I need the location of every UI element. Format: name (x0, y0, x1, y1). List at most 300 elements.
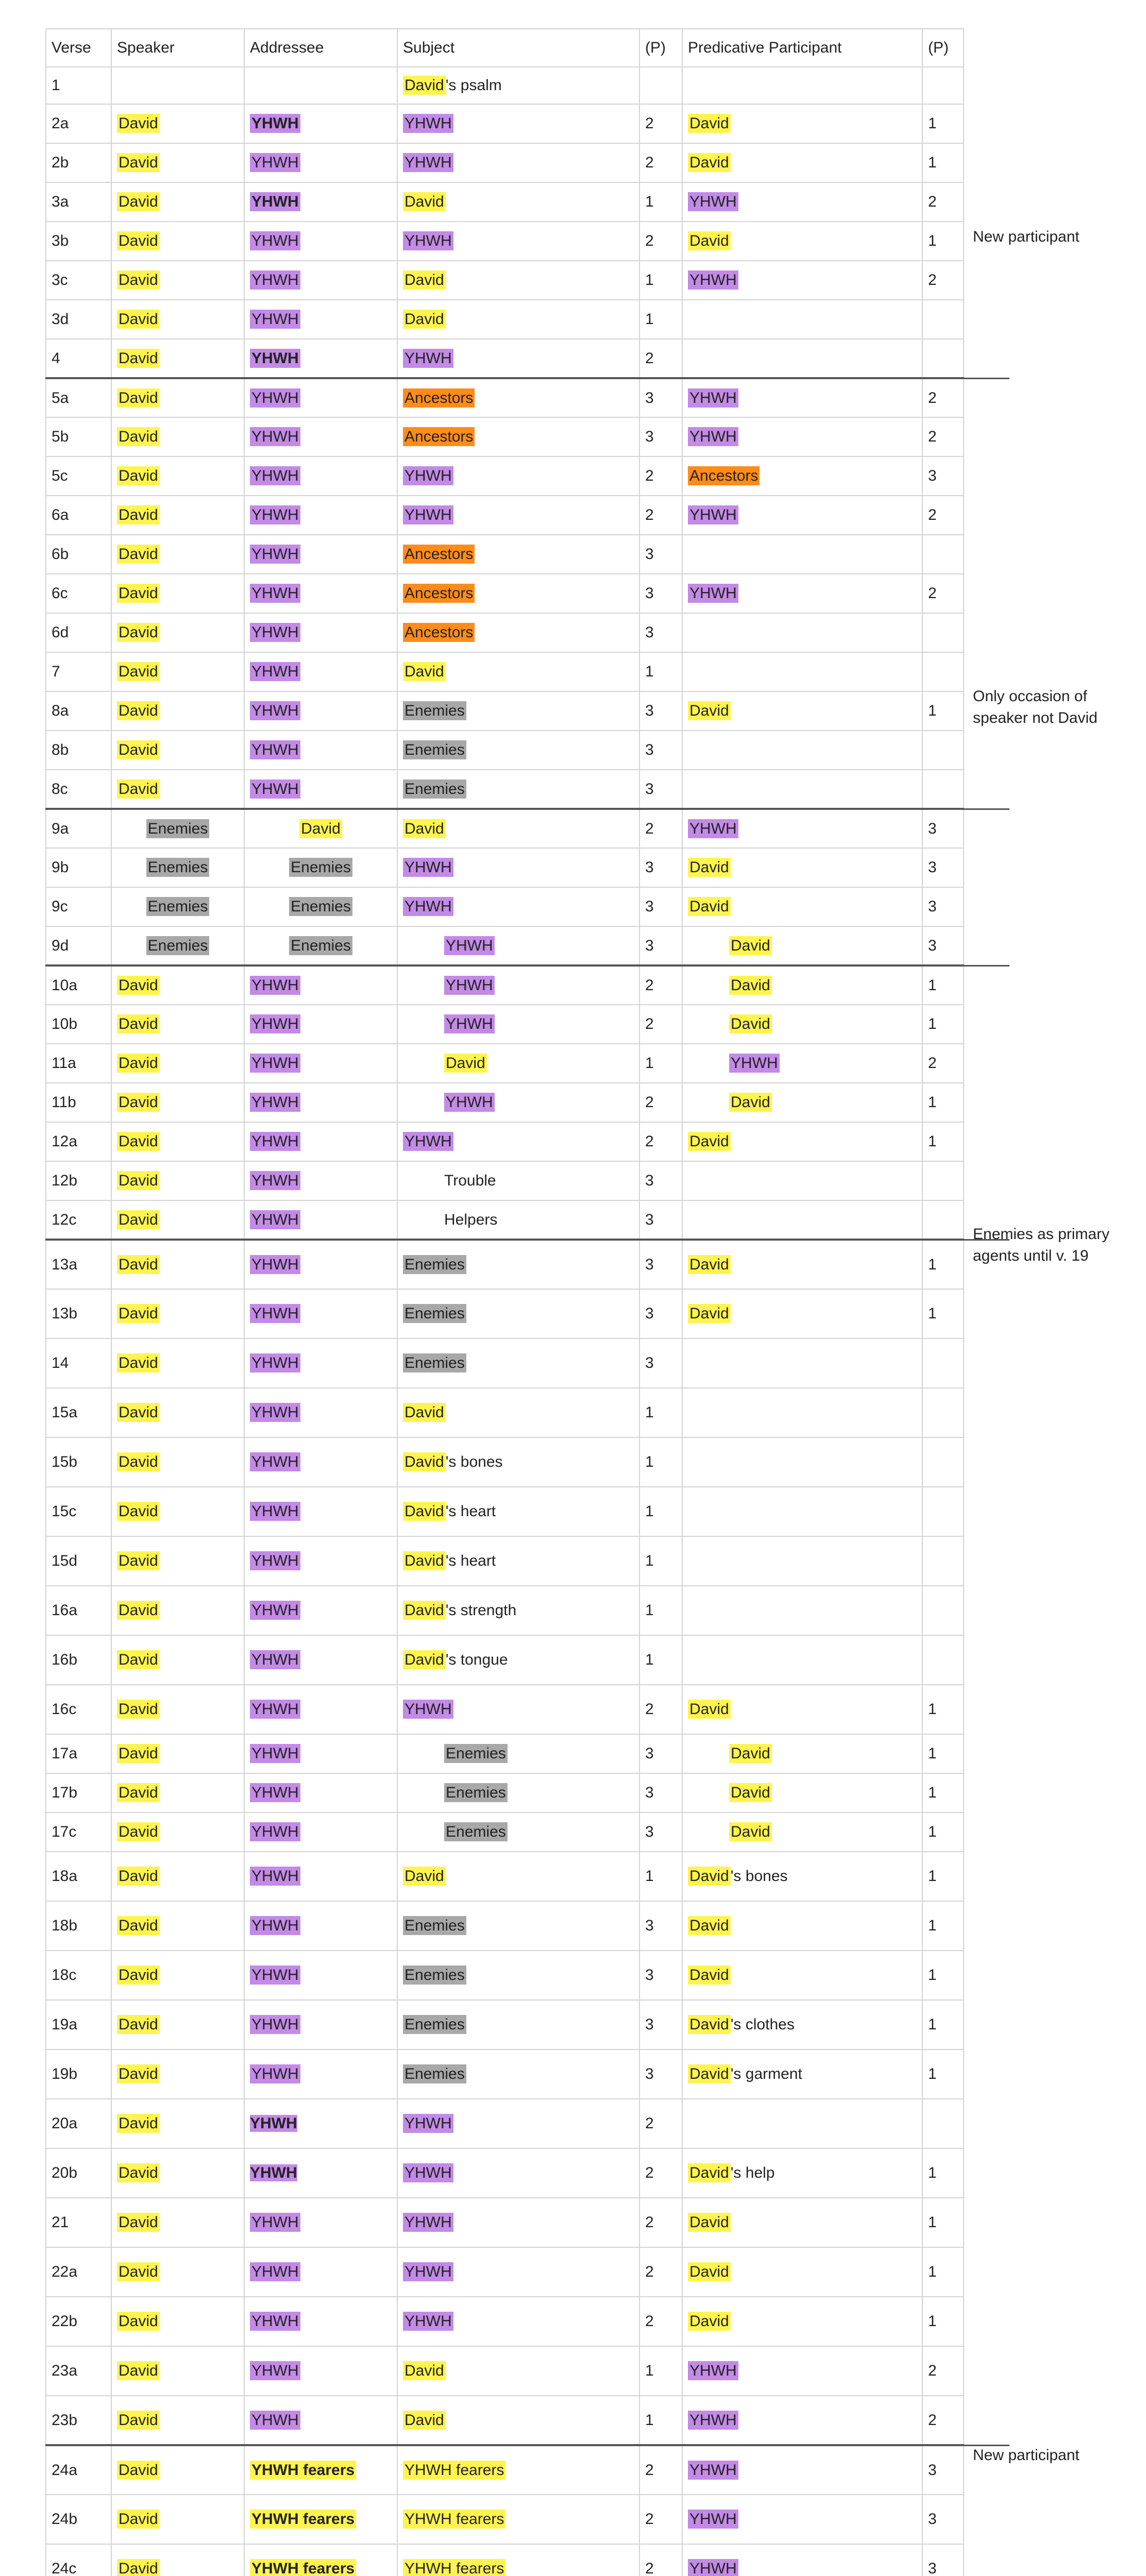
predicative-participant-cell (682, 1200, 922, 1240)
speaker-cell (111, 1773, 244, 1812)
addressee-cell (244, 731, 397, 770)
speaker-cell (111, 1901, 244, 1951)
addressee-cell (244, 300, 397, 339)
participant-highlight: David (117, 466, 160, 485)
subject-cell (397, 1083, 639, 1122)
speaker-cell (111, 926, 244, 965)
addressee-cell (244, 2148, 397, 2198)
participant-highlight: YHWH (250, 1783, 300, 1802)
predicative-participant-cell (682, 731, 922, 770)
addressee-cell (244, 1005, 397, 1044)
subject-person-cell: 2 (639, 143, 682, 182)
subject-person-cell: 1 (639, 1536, 682, 1586)
participant-highlight: YHWH (403, 153, 453, 172)
addressee-cell (244, 339, 397, 378)
subject-person-cell: 1 (639, 1635, 682, 1685)
predicative-person-cell (922, 770, 964, 809)
speaker-cell (111, 2346, 244, 2396)
subject-cell (397, 1388, 639, 1437)
participant-highlight: Enemies (146, 897, 210, 916)
participant-suffix: 's heart (445, 1503, 496, 1520)
addressee-cell (244, 378, 397, 417)
participant-highlight: David (729, 976, 772, 995)
subject-cell (397, 222, 639, 261)
subject-person-cell: 2 (639, 2198, 682, 2247)
participant-highlight: YHWH (250, 231, 300, 250)
predicative-person-cell: 1 (922, 2000, 964, 2049)
participant-highlight: David (117, 2015, 160, 2034)
predicative-participant-cell (682, 456, 922, 496)
addressee-cell (244, 2099, 397, 2148)
predicative-person-cell (922, 1487, 964, 1536)
verse-cell: 22b (46, 2297, 111, 2346)
predicative-participant-cell (682, 613, 922, 652)
verse-cell: 10a (46, 965, 111, 1005)
predicative-participant-cell (682, 1586, 922, 1635)
participant-highlight: David (117, 1822, 160, 1841)
subject-person-cell: 2 (639, 104, 682, 143)
subject-person-cell: 3 (639, 378, 682, 417)
predicative-participant-cell (682, 67, 922, 104)
table-row (46, 652, 964, 691)
participant-highlight: David (729, 936, 772, 955)
participant-suffix: 's clothes (730, 2016, 795, 2033)
participant-highlight: David (117, 1255, 160, 1274)
verse-cell: 23b (46, 2396, 111, 2445)
table-row (46, 2495, 964, 2544)
participant-highlight: YHWH fearers (403, 2461, 505, 2480)
subject-cell (397, 1586, 639, 1635)
verse-cell: 21 (46, 2198, 111, 2247)
verse-cell: 9c (46, 887, 111, 926)
addressee-cell (244, 1852, 397, 1901)
speaker-cell (111, 2445, 244, 2495)
subject-cell (397, 1734, 639, 1773)
subject-cell (397, 1044, 639, 1083)
addressee-cell (244, 2346, 397, 2396)
participant-highlight: David (117, 1093, 160, 1112)
participant-highlight: YHWH (250, 2015, 300, 2034)
speaker-cell (111, 2544, 244, 2576)
participant-highlight: YHWH (250, 2115, 297, 2132)
participant-highlight: David (403, 1650, 446, 1669)
participant-highlight: YHWH (444, 1014, 495, 1033)
verse-cell: 20b (46, 2148, 111, 2198)
participant-highlight: YHWH (403, 1700, 453, 1719)
predicative-participant-cell (682, 261, 922, 300)
participant-highlight: YHWH (250, 662, 300, 681)
participant-highlight: David (117, 2114, 160, 2133)
participant-highlight: Enemies (289, 897, 352, 916)
predicative-participant-cell (682, 691, 922, 731)
participant-highlight: Enemies (403, 1965, 466, 1985)
participant-highlight: YHWH (250, 505, 300, 524)
addressee-cell (244, 691, 397, 731)
verse-cell: 12c (46, 1200, 111, 1240)
subject-person-cell: 2 (639, 2445, 682, 2495)
verse-cell: 7 (46, 652, 111, 691)
subject-cell (397, 574, 639, 613)
speaker-cell (111, 1005, 244, 1044)
subject-person-cell: 2 (639, 339, 682, 378)
participant-highlight: YHWH (250, 2312, 300, 2331)
addressee-cell (244, 926, 397, 965)
addressee-cell (244, 222, 397, 261)
subject-person-cell: 3 (639, 770, 682, 809)
table-row (46, 965, 964, 1005)
subject-person-cell: 3 (639, 1161, 682, 1200)
predicative-person-cell: 3 (922, 809, 964, 848)
predicative-participant-cell (682, 848, 922, 887)
participant-highlight: YHWH (250, 1965, 300, 1985)
table-row (46, 1536, 964, 1586)
table-row (46, 261, 964, 300)
header-verse: Verse (46, 29, 111, 67)
participant-highlight: YHWH (688, 2411, 738, 2430)
participant-highlight: David (117, 976, 160, 995)
speaker-cell (111, 1951, 244, 2000)
subject-cell (397, 1005, 639, 1044)
participant-highlight: Ancestors (403, 623, 475, 642)
note-enemies-primary-agents: Enemies as primary agents until v. 19 (973, 1226, 1110, 1264)
subject-cell (397, 2247, 639, 2297)
verse-cell: 12b (46, 1161, 111, 1200)
subject-person-cell: 1 (639, 182, 682, 222)
addressee-cell (244, 1734, 397, 1773)
subject-cell (397, 1852, 639, 1901)
participant-highlight: Ancestors (688, 466, 760, 485)
participant-highlight: David (117, 623, 160, 642)
verse-cell: 8a (46, 691, 111, 731)
participant-highlight: David (403, 76, 446, 95)
subject-person-cell: 1 (639, 261, 682, 300)
speaker-cell (111, 1487, 244, 1536)
participant-highlight: Enemies (444, 1744, 508, 1763)
subject-person-cell: 3 (639, 1773, 682, 1812)
speaker-cell (111, 1437, 244, 1487)
predicative-person-cell: 1 (922, 104, 964, 143)
participant-highlight: YHWH (250, 1916, 300, 1935)
subject-cell (397, 1487, 639, 1536)
subject-person-cell: 3 (639, 1734, 682, 1773)
participant-highlight: David (688, 153, 731, 172)
speaker-cell (111, 1240, 244, 1289)
subject-cell (397, 1437, 639, 1487)
subject-cell (397, 1812, 639, 1852)
participant-highlight: David (117, 349, 160, 368)
verse-cell: 3d (46, 300, 111, 339)
header-addressee: Addressee (244, 29, 397, 67)
participant-highlight: David (117, 427, 160, 446)
predicative-person-cell: 2 (922, 574, 964, 613)
addressee-cell (244, 965, 397, 1005)
subject-cell (397, 1200, 639, 1240)
participant-highlight: David (117, 1783, 160, 1802)
participant-highlight: David (403, 662, 446, 681)
subject-person-cell: 1 (639, 1852, 682, 1901)
participant-highlight: David (117, 2064, 160, 2083)
verse-cell: 3b (46, 222, 111, 261)
subject-person-cell: 3 (639, 926, 682, 965)
predicative-person-cell: 3 (922, 2495, 964, 2544)
participant-highlight: David (117, 662, 160, 681)
table-row (46, 1005, 964, 1044)
participant-highlight: David (117, 192, 160, 211)
table-body (46, 67, 964, 2576)
participant-highlight: YHWH (250, 427, 300, 446)
speaker-cell (111, 143, 244, 182)
addressee-cell (244, 1951, 397, 2000)
predicative-participant-cell (682, 652, 922, 691)
predicative-participant-cell (682, 2198, 922, 2247)
participant-highlight: YHWH (403, 2163, 453, 2182)
participant-highlight: David (688, 2015, 731, 2034)
addressee-cell (244, 1338, 397, 1388)
predicative-participant-cell (682, 143, 922, 182)
participant-highlight: YHWH (250, 2361, 300, 2380)
verse-cell: 13a (46, 1240, 111, 1289)
subject-cell (397, 2049, 639, 2099)
addressee-cell (244, 1901, 397, 1951)
participant-highlight: YHWH (688, 270, 738, 290)
participant-highlight: YHWH (688, 819, 738, 838)
predicative-participant-cell (682, 2544, 922, 2576)
participant-highlight: David (117, 1171, 160, 1190)
predicative-person-cell (922, 300, 964, 339)
predicative-person-cell: 2 (922, 496, 964, 535)
addressee-cell (244, 1437, 397, 1487)
addressee-cell (244, 652, 397, 691)
table-row (46, 2297, 964, 2346)
participant-suffix: 's strength (445, 1602, 517, 1619)
participant-highlight: Ancestors (403, 427, 475, 446)
table-row (46, 2049, 964, 2099)
predicative-participant-cell (682, 1083, 922, 1122)
participant-highlight: Enemies (146, 936, 210, 955)
table-row (46, 1635, 964, 1685)
group-divider (963, 965, 1009, 967)
verse-cell: 16b (46, 1635, 111, 1685)
subject-cell (397, 926, 639, 965)
verse-cell: 17c (46, 1812, 111, 1852)
predicative-person-cell: 1 (922, 1083, 964, 1122)
subject-person-cell: 3 (639, 887, 682, 926)
note-new-participant-1: New participant (973, 228, 1080, 245)
header-predicative-participant: Predicative Participant (682, 29, 922, 67)
table-row (46, 1338, 964, 1388)
subject-cell (397, 1122, 639, 1161)
subject-cell (397, 1773, 639, 1812)
addressee-cell (244, 261, 397, 300)
predicative-participant-cell (682, 1852, 922, 1901)
subject-cell (397, 2445, 639, 2495)
addressee-cell (244, 887, 397, 926)
subject-cell (397, 1951, 639, 2000)
addressee-cell (244, 809, 397, 848)
speaker-cell (111, 848, 244, 887)
participant-highlight: David (117, 310, 160, 329)
table-row (46, 2099, 964, 2148)
speaker-cell (111, 222, 244, 261)
predicative-participant-cell (682, 1289, 922, 1338)
addressee-cell (244, 1161, 397, 1200)
subject-cell (397, 770, 639, 809)
predicative-person-cell: 2 (922, 378, 964, 417)
participant-highlight: YHWH fearers (250, 2510, 356, 2529)
predicative-person-cell: 1 (922, 1289, 964, 1338)
predicative-person-cell: 1 (922, 2247, 964, 2297)
verse-cell: 6d (46, 613, 111, 652)
predicative-participant-cell (682, 574, 922, 613)
participant-highlight: David (117, 1014, 160, 1033)
table-row (46, 2148, 964, 2198)
participant-highlight: David (403, 310, 446, 329)
participant-highlight: YHWH (403, 505, 453, 524)
participant-highlight: David (117, 1650, 160, 1669)
participant-highlight: YHWH (250, 1054, 300, 1073)
table-row (46, 1812, 964, 1852)
participant-highlight: Enemies (289, 858, 352, 877)
predicative-participant-cell (682, 2148, 922, 2198)
speaker-cell (111, 1083, 244, 1122)
addressee-cell (244, 456, 397, 496)
table-row (46, 848, 964, 887)
speaker-cell (111, 2247, 244, 2297)
predicative-person-cell: 1 (922, 2297, 964, 2346)
participant-highlight: YHWH (250, 2064, 300, 2083)
participant-highlight: David (688, 1916, 731, 1935)
speaker-cell (111, 2495, 244, 2544)
participant-highlight: Enemies (403, 740, 466, 759)
participant-highlight: YHWH (688, 388, 738, 408)
speaker-cell (111, 1338, 244, 1388)
participant-highlight: YHWH (688, 192, 738, 211)
verse-cell: 17a (46, 1734, 111, 1773)
subject-cell (397, 104, 639, 143)
subject-cell (397, 691, 639, 731)
participant-highlight: YHWH (250, 1014, 300, 1033)
addressee-cell (244, 104, 397, 143)
table-row (46, 2000, 964, 2049)
participant-highlight: YHWH (250, 1867, 300, 1886)
participant-suffix: 's tongue (445, 1651, 508, 1668)
participant-highlight: David (117, 1744, 160, 1763)
participant-highlight: David (117, 740, 160, 759)
table-row (46, 1685, 964, 1734)
group-divider (963, 1239, 1009, 1241)
predicative-person-cell: 1 (922, 2049, 964, 2099)
participant-highlight: David (117, 2411, 160, 2430)
participant-highlight: YHWH (444, 976, 495, 995)
addressee-cell (244, 848, 397, 887)
predicative-person-cell (922, 1536, 964, 1586)
participant-highlight: YHWH (688, 584, 738, 603)
subject-cell (397, 300, 639, 339)
addressee-cell (244, 1536, 397, 1586)
speaker-cell (111, 2297, 244, 2346)
participant-highlight: David (729, 1093, 772, 1112)
addressee-cell (244, 1122, 397, 1161)
participant-highlight: David (117, 1867, 160, 1886)
participant-highlight: YHWH fearers (403, 2510, 505, 2529)
speaker-cell (111, 339, 244, 378)
table-row (46, 182, 964, 222)
verse-cell: 22a (46, 2247, 111, 2297)
addressee-cell (244, 2049, 397, 2099)
table-row (46, 339, 964, 378)
participant-highlight: David (688, 858, 731, 877)
subject-cell (397, 848, 639, 887)
predicative-participant-cell (682, 1773, 922, 1812)
table-row (46, 378, 964, 417)
table-row (46, 1487, 964, 1536)
subject-person-cell: 3 (639, 613, 682, 652)
participant-highlight: YHWH (250, 1601, 300, 1620)
predicative-person-cell (922, 1161, 964, 1200)
predicative-person-cell: 1 (922, 2198, 964, 2247)
table-row (46, 1586, 964, 1635)
table-row (46, 887, 964, 926)
participant-highlight: David (688, 1255, 731, 1274)
speaker-cell (111, 261, 244, 300)
addressee-cell (244, 496, 397, 535)
speaker-cell (111, 965, 244, 1005)
predicative-person-cell (922, 67, 964, 104)
subject-cell (397, 809, 639, 848)
verse-cell: 9a (46, 809, 111, 848)
participant-highlight: David (403, 1502, 446, 1521)
participant-highlight: YHWH (250, 349, 300, 368)
addressee-cell (244, 770, 397, 809)
verse-cell: 1 (46, 67, 111, 104)
participant-highlight: YHWH fearers (250, 2461, 356, 2480)
subject-cell (397, 1685, 639, 1734)
predicative-person-cell: 2 (922, 1044, 964, 1083)
verse-cell: 9b (46, 848, 111, 887)
addressee-cell (244, 2198, 397, 2247)
predicative-person-cell (922, 613, 964, 652)
verse-cell: 8c (46, 770, 111, 809)
predicative-person-cell: 1 (922, 2148, 964, 2198)
table-row (46, 1773, 964, 1812)
subject-person-cell: 2 (639, 1685, 682, 1734)
participant-highlight: YHWH (250, 740, 300, 759)
participant-suffix: Helpers (444, 1211, 498, 1228)
subject-person-cell: 3 (639, 1240, 682, 1289)
table-header-row (46, 29, 964, 67)
table-row (46, 1852, 964, 1901)
participant-highlight: YHWH (403, 2312, 453, 2331)
participant-highlight: David (117, 114, 160, 133)
subject-person-cell: 1 (639, 300, 682, 339)
subject-person-cell: 2 (639, 1005, 682, 1044)
participant-highlight: YHWH (403, 897, 453, 916)
participant-highlight: David (117, 270, 160, 290)
predicative-person-cell (922, 339, 964, 378)
participant-highlight: David (117, 388, 160, 408)
participant-highlight: YHWH (250, 2262, 300, 2281)
participant-suffix: 's heart (445, 1552, 496, 1569)
table-row (46, 535, 964, 574)
speaker-cell (111, 104, 244, 143)
predicative-person-cell: 3 (922, 887, 964, 926)
subject-person-cell: 3 (639, 848, 682, 887)
participant-highlight: YHWH (403, 1132, 453, 1151)
predicative-person-cell: 1 (922, 1005, 964, 1044)
participant-highlight: Enemies (403, 1916, 466, 1935)
participant-highlight: David (117, 2510, 160, 2529)
participant-highlight: David (403, 192, 446, 211)
